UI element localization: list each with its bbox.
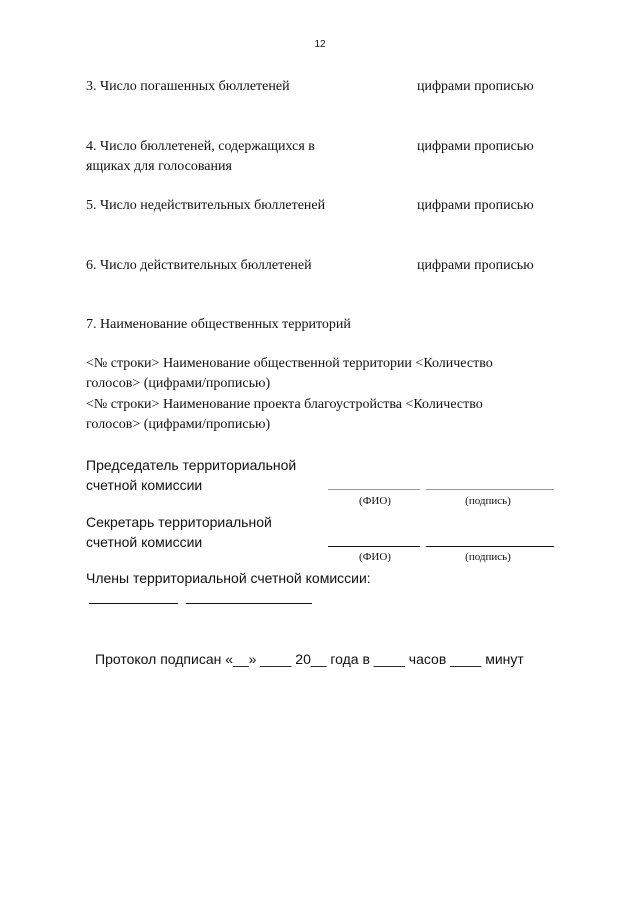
- fio-caption: (ФИО): [359, 551, 391, 563]
- section-title: 7. Наименование общественных территорий: [86, 317, 351, 332]
- fio-caption: (ФИО): [359, 495, 391, 507]
- count-value-format: цифрами прописью: [417, 198, 534, 213]
- count-label: 4. Число бюллетеней, содержащихся в ящиках для голосования: [86, 139, 315, 174]
- signature-caption: (подпись): [465, 551, 511, 563]
- count-label: 6. Число действительных бюллетеней: [86, 258, 312, 273]
- count-label: 5. Число недействительных бюллетеней: [86, 198, 326, 213]
- secretary-label: Секретарь территориальной счетной комиссии: [86, 514, 272, 550]
- territory-row-line: <№ строки> Наименование общественной территории <Количество: [86, 356, 493, 371]
- secretary-signature-line[interactable]: [426, 546, 554, 547]
- secretary-fio-line[interactable]: [328, 546, 420, 547]
- count-label: 3. Число погашенных бюллетеней: [86, 79, 290, 94]
- count-value-format: цифрами прописью: [417, 79, 534, 94]
- protocol-signed-line: Протокол подписан «__» ____ 20__ года в ____ часов ____ минут: [95, 651, 524, 667]
- project-row-line: голосов> (цифрами/прописью): [86, 417, 271, 432]
- count-value-format: цифрами прописью: [417, 139, 534, 154]
- project-row-line: <№ строки> Наименование проекта благоустройства <Количество: [86, 397, 483, 412]
- signature-caption: (подпись): [465, 495, 511, 507]
- chair-fio-line[interactable]: [328, 489, 420, 490]
- page-number: 12: [314, 39, 326, 50]
- members-label: Члены территориальной счетной комиссии:: [86, 570, 371, 586]
- count-value-format: цифрами прописью: [417, 258, 534, 273]
- member-line[interactable]: [89, 603, 178, 604]
- territory-row-line: голосов> (цифрами/прописью): [86, 376, 271, 391]
- member-line[interactable]: [186, 603, 312, 604]
- chair-label: Председатель территориальной счетной комиссии: [86, 457, 297, 493]
- chair-signature-line[interactable]: [426, 489, 554, 490]
